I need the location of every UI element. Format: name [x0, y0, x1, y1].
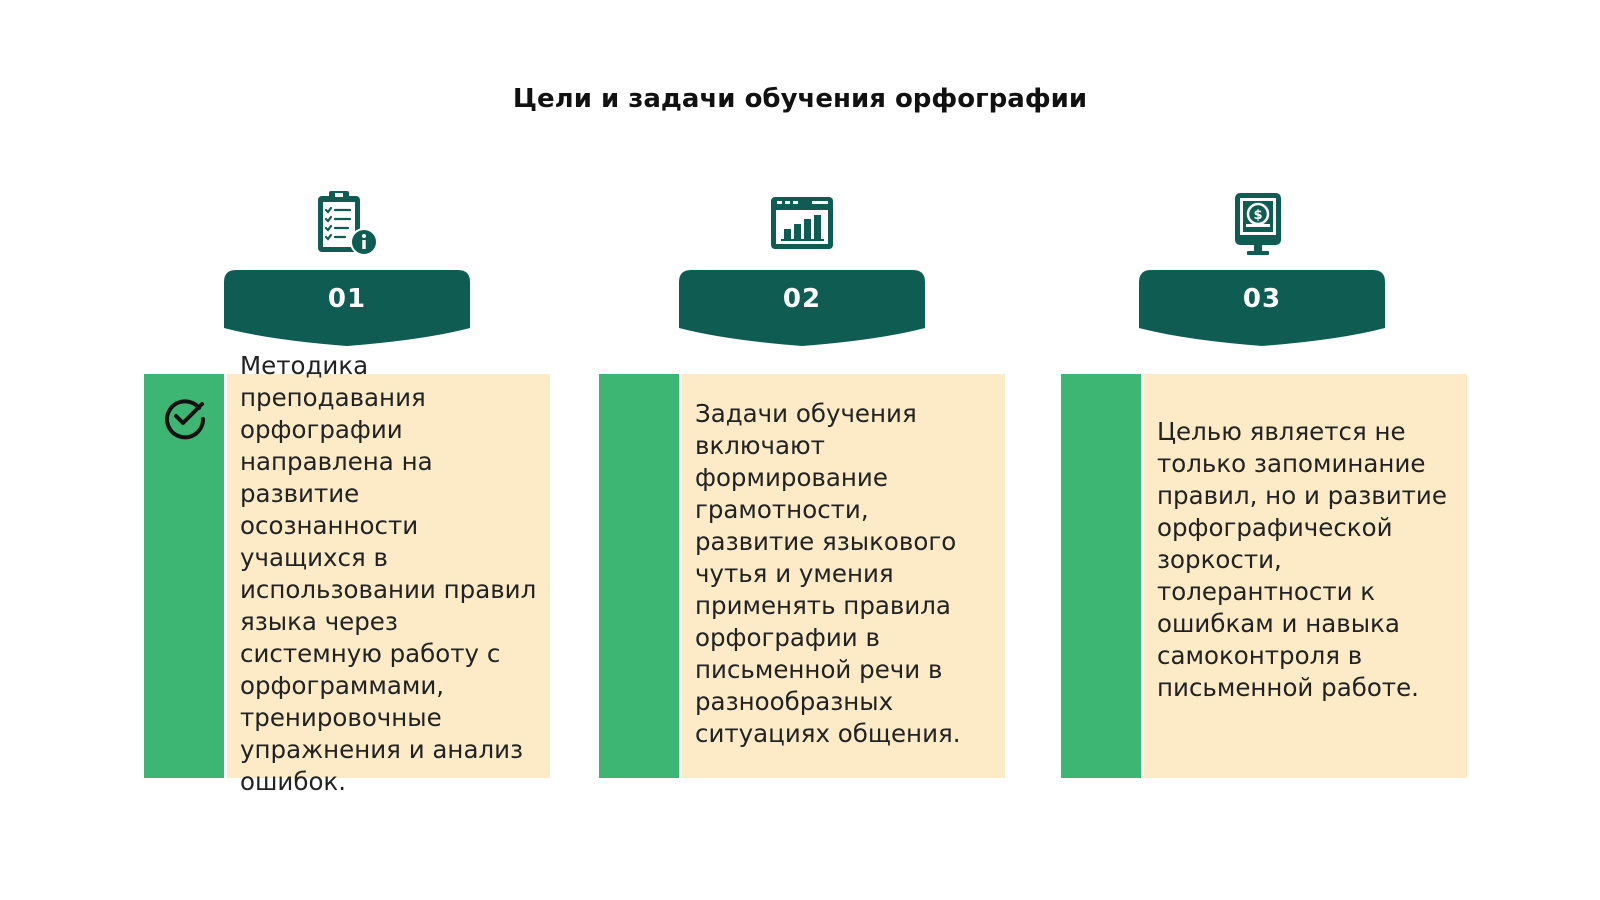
- card-text: Целью является не только запоминание правил, но и развитие орфографической зоркости, толерантности к ошибкам и навыка самоконтроля в письменной работе.: [1157, 417, 1447, 702]
- bar-chart-window-icon: [767, 188, 837, 258]
- green-bar: [599, 374, 679, 778]
- step-number: 02: [782, 284, 822, 314]
- step-badge-02: [679, 270, 925, 346]
- step-badge-03: [1139, 270, 1385, 346]
- card-03: [1061, 0, 1467, 900]
- step-number: 03: [1242, 284, 1282, 314]
- green-bar: [1061, 374, 1141, 778]
- card-text: Задачи обучения включают формирование грамотности, развитие языкового чутья и умения применять правила орфографии в письменной речи в разнообразных ситуациях общения.: [695, 399, 961, 748]
- text-panel-01: [144, 351, 550, 796]
- text-panel-02: [599, 374, 1005, 778]
- green-bar: [144, 374, 224, 778]
- card-text: Методика преподавания орфографии направлена на развитие осознанности учащихся в использовании правил языка через системную работу с орфограммами, тренировочные упражнения и анализ ошибок.: [240, 351, 537, 796]
- card-02: [599, 0, 1005, 900]
- clipboard-checklist-info-icon: [312, 188, 382, 258]
- check-circle-icon: [162, 394, 208, 440]
- svg-text:$: $: [1253, 208, 1263, 223]
- text-panel-03: [1061, 374, 1467, 778]
- step-badge-01: [224, 270, 470, 346]
- step-number: 01: [327, 284, 367, 314]
- slide-title: Цели и задачи обучения орфографии: [512, 84, 1088, 114]
- money-monitor-icon: [1223, 188, 1293, 258]
- card-01: [144, 0, 550, 900]
